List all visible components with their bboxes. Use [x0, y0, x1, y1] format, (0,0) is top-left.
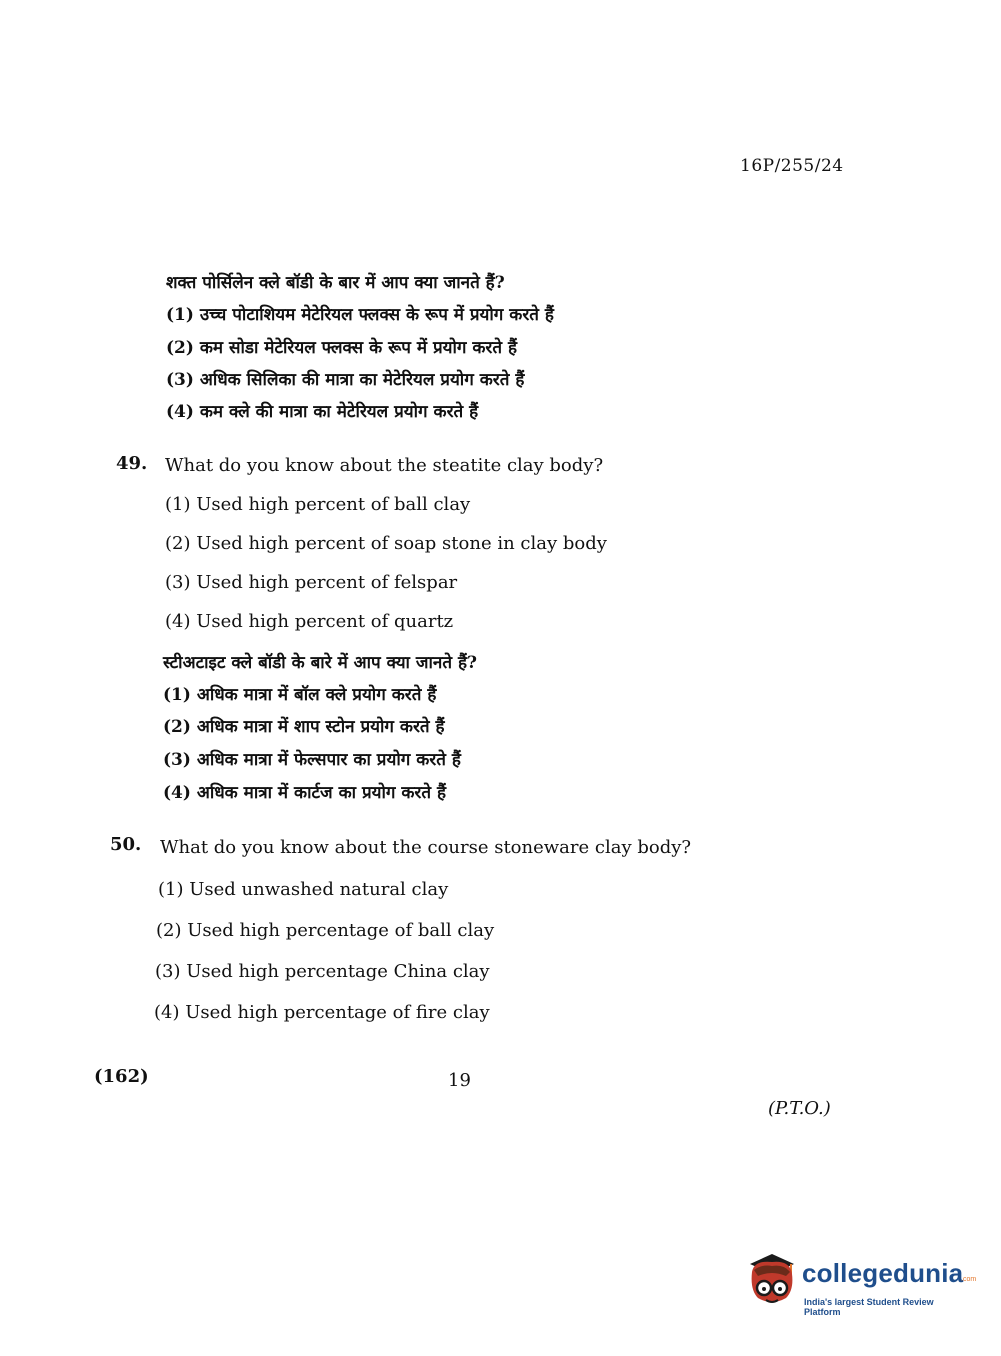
q48-hindi-option-1: (1) उच्च पोटाशियम मेटेरियल फ्लक्स के रूप में प्रयोग करते हैं [166, 305, 554, 325]
q48-hindi-option-4: (4) कम क्ले की मात्रा का मेटेरियल प्रयोग करते हैं [166, 402, 479, 422]
q49-option-3: (3) Used high percent of felspar [165, 572, 458, 593]
q49-hindi-option-2: (2) अधिक मात्रा में शाप स्टोन प्रयोग करते हैं [163, 717, 445, 737]
q49-option-4: (4) Used high percent of quartz [165, 611, 454, 632]
q50-option-1: (1) Used unwashed natural clay [158, 879, 449, 900]
logo-suffix: .com [961, 1276, 977, 1283]
q49-hindi-option-3: (3) अधिक मात्रा में फेल्सपार का प्रयोग करते हैं [163, 750, 461, 770]
logo-name: collegedunia [802, 1258, 964, 1288]
q48-hindi-option-2: (2) कम सोडा मेटेरियल फ्लक्स के रूप में प्रयोग करते हैं [166, 338, 518, 358]
booklet-code: (162) [94, 1066, 149, 1087]
q49-hindi-option-4: (4) अधिक मात्रा में कार्टज का प्रयोग करते हैं [163, 783, 447, 803]
page-number: 19 [448, 1070, 471, 1091]
q50-option-2: (2) Used high percentage of ball clay [156, 920, 495, 941]
q49-hindi-option-1: (1) अधिक मात्रा में बॉल क्ले प्रयोग करते हैं [163, 685, 437, 705]
q50-question: What do you know about the course stoneware clay body? [160, 837, 692, 858]
pto-note: (P.T.O.) [768, 1098, 831, 1119]
paper-code: 16P/255/24 [740, 156, 844, 176]
q50-option-3: (3) Used high percentage China clay [155, 961, 490, 982]
q49-option-2: (2) Used high percent of soap stone in clay body [165, 533, 607, 554]
q50-option-4: (4) Used high percentage of fire clay [154, 1002, 490, 1023]
q50-number: 50. [110, 834, 142, 855]
q49-question: What do you know about the steatite clay body? [165, 455, 604, 476]
logo-tagline: India's largest Student Review Platform [804, 1297, 934, 1317]
mascot-icon [742, 1250, 802, 1316]
q49-hindi-question: स्टीअटाइट क्ले बॉडी के बारे में आप क्या जानते हैं? [163, 653, 477, 673]
q49-number: 49. [116, 453, 148, 474]
q49-option-1: (1) Used high percent of ball clay [165, 494, 471, 515]
q48-hindi-question: शक्त पोर्सिलेन क्ले बॉडी के बार में आप क्या जानते हैं? [166, 273, 505, 293]
collegedunia-logo [742, 1250, 977, 1322]
q48-hindi-option-3: (3) अधिक सिलिका की मात्रा का मेटेरियल प्रयोग करते हैं [166, 370, 525, 390]
